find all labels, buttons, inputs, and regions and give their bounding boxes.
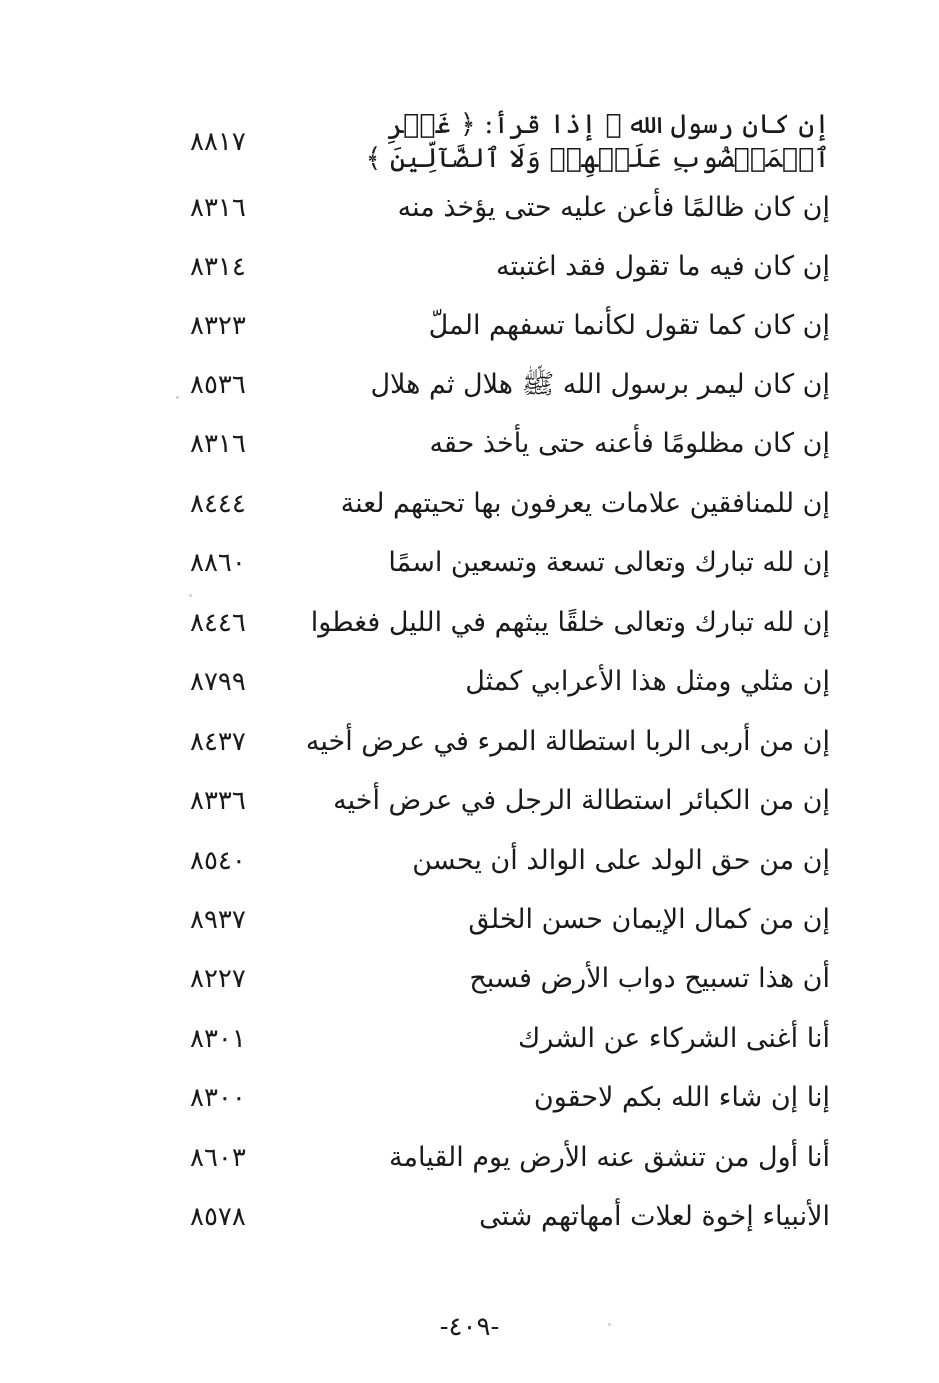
scan-speck: [608, 1323, 611, 1326]
entry-text: الأنبياء إخوة لعلات أمهاتهم شتى: [479, 1201, 830, 1232]
entry-number: ٨٣٣٦: [190, 786, 246, 816]
entry-text: إن للمنافقين علامات يعرفون بها تحيتهم لعنة: [340, 488, 830, 519]
entry-number: ٨٧٩٩: [190, 667, 246, 697]
entry-number: ٨٤٣٧: [190, 727, 246, 757]
entry-text: إن لله تبارك وتعالى تسعة وتسعين اسمًا: [388, 547, 830, 578]
entry-number: ٨٥٤٠: [190, 846, 246, 876]
entry-text: إن لله تبارك وتعالى خلقًا يبثهم في الليل فغطوا: [310, 607, 830, 638]
entry-number: ٨٣٠١: [190, 1024, 246, 1054]
entry-number: ٨٣١٦: [190, 193, 246, 223]
entry-text: إن مثلي ومثل هذا الأعرابي كمثل: [465, 666, 830, 697]
entry-text: إن من الكبائر استطالة الرجل في عرض أخيه: [333, 785, 830, 816]
entry-text: إنا إن شاء الله بكم لاحقون: [533, 1082, 830, 1113]
entry-number: ٨٩٣٧: [190, 905, 246, 935]
entry-text: إن من أربى الربا استطالة المرء في عرض أخيه: [305, 726, 830, 757]
entry-text: إن كان ليمر برسول الله ﷺ هلال ثم هلال: [370, 369, 830, 400]
entry-number: ٨٥٧٨: [190, 1202, 246, 1232]
entry-text: إن كان ظالمًا فأعن عليه حتى يؤخذ منه: [397, 192, 830, 223]
entry-number: ٨٣١٦: [190, 429, 246, 459]
entry-text: إن من حق الولد على الوالد أن يحسن: [412, 845, 830, 876]
page-number: -٤٠٩-: [439, 1312, 500, 1342]
entry-number: ٨٣٢٣: [190, 311, 246, 341]
entry-text: أنا أول من تنشق عنه الأرض يوم القيامة: [389, 1142, 830, 1173]
entry-text: إن كان مظلومًا فأعنه حتى يأخذ حقه: [429, 428, 830, 459]
entry-number: ٨٨١٧: [190, 127, 246, 157]
entry-text: إن كان رسول الله ﷺ إذا قرأ: ﴿ غَيۡرِ ٱلۡمَغۡضُوبِ عَلَيۡهِمۡ وَلَا ٱلضَّآلِّينَ ﴾: [365, 109, 830, 174]
scan-speck: [176, 396, 179, 399]
entry-text: إن من كمال الإيمان حسن الخلق: [468, 904, 830, 935]
entry-number: ٨٥٣٦: [190, 370, 246, 400]
entry-number: ٨٦٠٣: [190, 1143, 246, 1173]
entry-text: إن كان كما تقول لكأنما تسفهم الملّ: [428, 310, 830, 341]
entry-number: ٨٨٦٠: [190, 548, 246, 578]
entry-number: ٨٤٤٦: [190, 608, 246, 638]
scan-speck: [189, 594, 192, 597]
entry-number: ٨٣٠٠: [190, 1083, 246, 1113]
entry-text: أن هذا تسبيح دواب الأرض فسبح: [469, 963, 830, 994]
entry-text: إن كان فيه ما تقول فقد اغتبته: [496, 251, 830, 282]
entry-number: ٨٣١٤: [190, 252, 246, 282]
entry-text: أنا أغنى الشركاء عن الشرك: [518, 1023, 830, 1054]
entry-number: ٨٤٤٤: [190, 489, 246, 519]
entry-number: ٨٢٢٧: [190, 964, 246, 994]
